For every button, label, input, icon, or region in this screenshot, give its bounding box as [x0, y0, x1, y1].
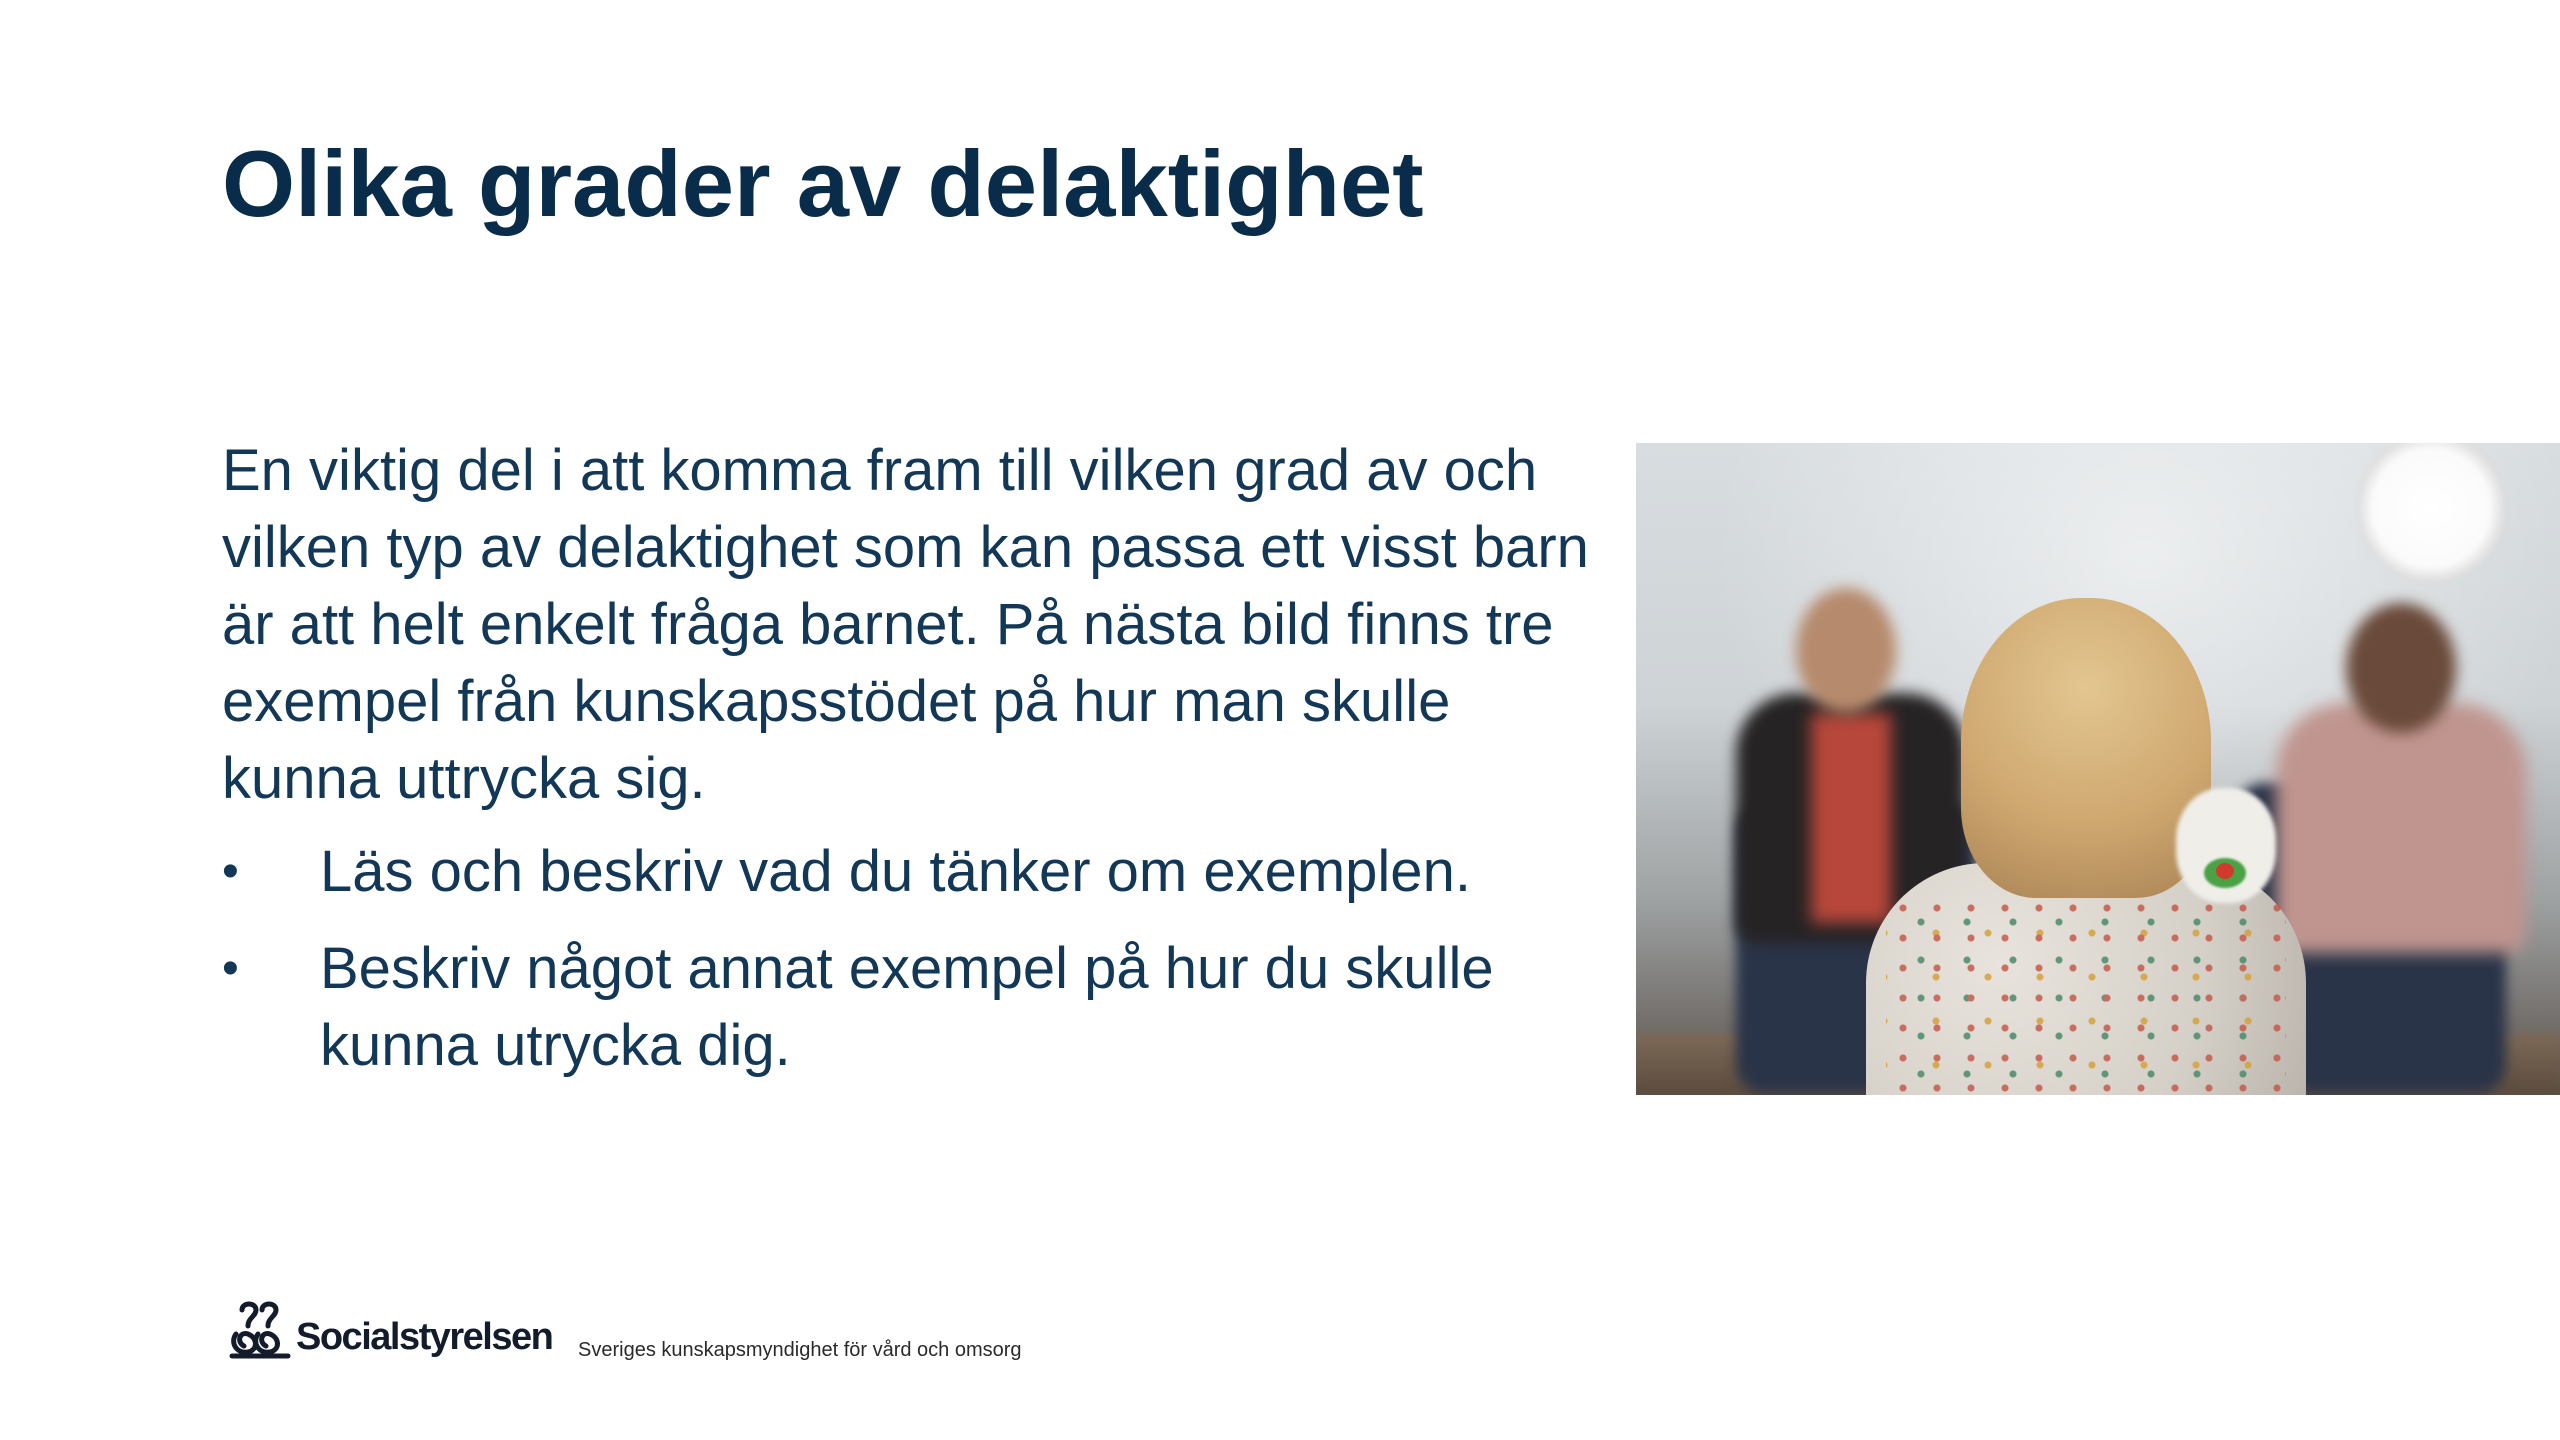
photo-adult-left-head — [1796, 588, 1896, 713]
slide-title: Olika grader av delaktighet — [222, 131, 1424, 236]
bullet-icon: • — [222, 942, 239, 995]
bullet-text: Beskriv något annat exempel på hur du skulle kunna utrycka dig. — [320, 936, 1494, 1078]
photo-adult-right — [2276, 703, 2526, 953]
bullet-list — [222, 833, 1622, 1084]
bullet-item — [222, 833, 1622, 910]
socialstyrelsen-emblem-icon — [228, 1298, 294, 1360]
child-with-adults-photo — [1636, 443, 2560, 1095]
bullet-item — [222, 930, 1622, 1084]
slide-body — [222, 432, 1622, 1104]
photo-toy-heart — [2216, 863, 2234, 879]
photo-adult-right-head — [2346, 603, 2456, 733]
photo-child-dress-pattern — [1886, 893, 2286, 1093]
bullet-icon: • — [222, 845, 239, 898]
socialstyrelsen-logo — [228, 1298, 552, 1360]
footer-tagline: Sveriges kunskapsmyndighet för vård och omsorg — [578, 1339, 1022, 1361]
photo-adult-left-shirt — [1811, 713, 1891, 923]
photo-child-head — [1961, 598, 2211, 898]
bullet-text: Läs och beskriv vad du tänker om exemplen. — [320, 839, 1471, 904]
logo-text: Socialstyrelsen — [296, 1315, 553, 1358]
intro-paragraph: En viktig del i att komma fram till vilken grad av och vilken typ av delaktighet som kan passa ett visst barn är att helt enkelt fråga barnet. På nästa bild finns tre exempel från kunskapsstödet på hur man skulle kunna uttrycka sig. — [222, 438, 1589, 811]
